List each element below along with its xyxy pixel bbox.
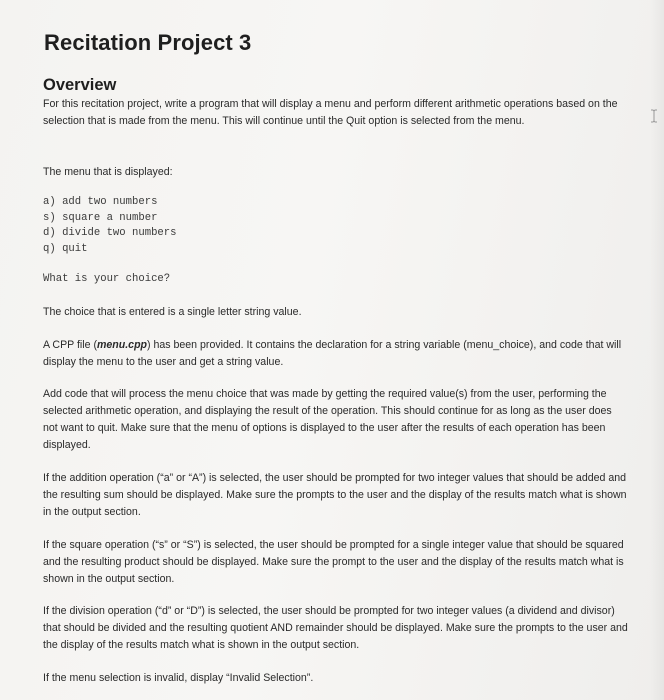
addition-paragraph: If the addition operation (“a” or “A”) is selected, the user should be prompted for two integer values that should be added and the resulting sum should be displayed. Make sure the prompts to the user and the display of the results match what is shown in the output section.	[43, 472, 627, 518]
menu-intro-text: The menu that is displayed:	[43, 166, 173, 178]
menu-item-divide: d) divide two numbers	[43, 227, 177, 239]
invalid-paragraph: If the menu selection is invalid, display “Invalid Selection”.	[43, 672, 314, 684]
intro-paragraph: For this recitation project, write a program that will display a menu and perform different arithmetic operations based on the selection that is made from the menu. This will continue until the Quit option is selected from the menu.	[43, 98, 618, 127]
menu-item-square: s) square a number	[43, 211, 158, 224]
choice-prompt: What is your choice?	[43, 273, 171, 285]
file-paragraph-pre: A CPP file (	[43, 339, 97, 351]
file-paragraph-post: ) has been provided. It contains the declaration for a string variable (menu_choice), and code that will display the menu to the user and get a string value.	[43, 339, 622, 368]
file-paragraph	[43, 337, 628, 371]
division-paragraph: If the division operation (“d” or “D”) is selected, the user should be prompted for two integer values (a dividend and divisor) that should be divided and the resulting quotient AND remainder should be displayed. Make sure the prompts to the user and the display of the results match what is shown in the output section.	[43, 605, 628, 651]
file-name: menu.cpp	[96, 339, 148, 351]
square-paragraph: If the square operation (“s” or “S”) is selected, the user should be prompted for a single integer value that should be squared and the resulting product should be displayed. Make sure the prompt to the user and the display of the results match what is shown in the output section.	[43, 539, 624, 585]
menu-item-quit: q) quit	[43, 242, 88, 255]
page-title: Recitation Project 3	[44, 30, 252, 55]
overview-heading: Overview	[43, 76, 117, 94]
choice-note: The choice that is entered is a single letter string value.	[43, 306, 302, 318]
add-code-paragraph: Add code that will process the menu choice that was made by getting the required value(s) from the user, performing the selected arithmetic operation, and displaying the result of the operation. This should continue for as long as the user does not want to quit. Make sure that the menu of options is displayed to the user after the results of each operation has been displayed.	[43, 388, 612, 451]
menu-item-add: a) add two numbers	[43, 196, 158, 208]
page-edge-shadow	[650, 0, 664, 700]
